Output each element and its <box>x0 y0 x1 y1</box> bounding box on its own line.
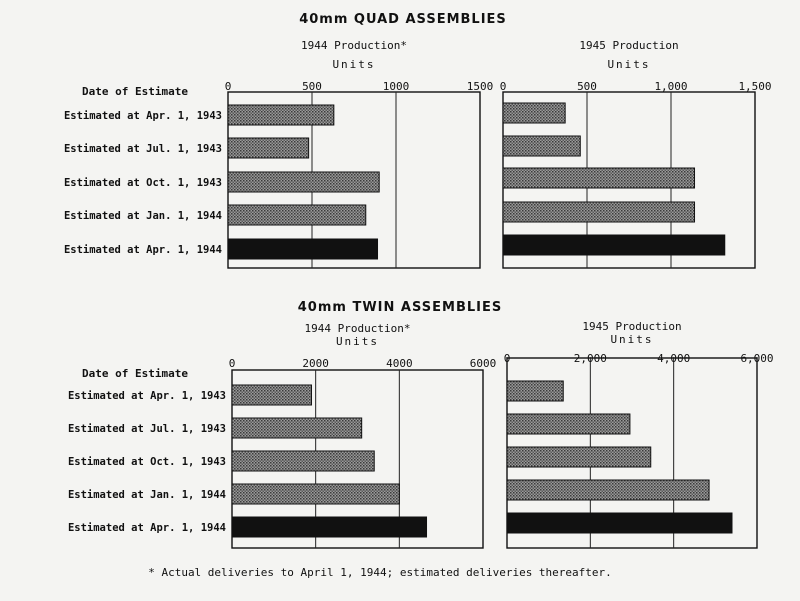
p0-tick-label-2: 1000 <box>382 80 410 93</box>
p2-x-axis-label: Units <box>335 335 380 348</box>
p2-bar-estimated-at-jul-1-1943 <box>232 418 362 438</box>
p1-bar-estimated-at-jul-1-1943 <box>503 136 580 156</box>
p3-tick-label-1: 2,000 <box>573 352 607 365</box>
twin-section-title: 40mm TWIN ASSEMBLIES <box>297 300 503 315</box>
p2-category-label-4: Estimated at Apr. 1, 1944 <box>67 522 226 534</box>
p2-bar-estimated-at-apr-1-1943 <box>232 385 311 405</box>
p0-category-label-4: Estimated at Apr. 1, 1944 <box>63 244 222 256</box>
p2-panel-title: 1944 Production* <box>304 322 411 335</box>
p0-panel-title: 1944 Production* <box>301 39 407 52</box>
p1-x-axis-label: Units <box>607 58 651 71</box>
p3-tick-label-3: 6,000 <box>740 352 774 365</box>
p0-tick-label-3: 1500 <box>466 80 494 93</box>
p0-x-axis-label: Units <box>332 58 376 71</box>
p2-tick-label-0: 0 <box>228 357 236 370</box>
p3-tick-label-0: 0 <box>503 352 511 365</box>
p1-bar-estimated-at-apr-1-1944 <box>503 235 725 255</box>
p0-category-label-2: Estimated at Oct. 1, 1943 <box>63 177 222 189</box>
p1-tick-label-1: 500 <box>577 80 597 93</box>
p1-bar-estimated-at-jan-1-1944 <box>503 202 695 222</box>
p0-bar-estimated-at-jan-1-1944 <box>228 205 366 225</box>
p2-category-label-1: Estimated at Jul. 1, 1943 <box>67 423 226 435</box>
p1-bar-estimated-at-oct-1-1943 <box>503 168 695 188</box>
quad-section-title: 40mm QUAD ASSEMBLIES <box>299 12 507 27</box>
p3-bar-estimated-at-jul-1-1943 <box>507 414 630 434</box>
p0-bar-estimated-at-oct-1-1943 <box>228 172 379 192</box>
p2-tick-label-2: 4000 <box>386 357 413 370</box>
p0-category-label-1: Estimated at Jul. 1, 1943 <box>63 143 222 155</box>
p3-bar-estimated-at-apr-1-1943 <box>507 381 563 401</box>
p0-category-label-0: Estimated at Apr. 1, 1943 <box>63 110 222 122</box>
p0-bar-estimated-at-apr-1-1944 <box>228 239 378 259</box>
p0-tick-label-0: 0 <box>224 80 232 93</box>
p0-category-label-3: Estimated at Jan. 1, 1944 <box>63 210 222 222</box>
p1-panel-title: 1945 Production <box>579 39 679 52</box>
p3-tick-label-2: 4,000 <box>657 352 691 365</box>
p2-bar-estimated-at-jan-1-1944 <box>232 484 399 504</box>
p0-bar-estimated-at-apr-1-1943 <box>228 105 334 125</box>
p3-bar-estimated-at-oct-1-1943 <box>507 447 651 467</box>
p1-tick-label-3: 1,500 <box>738 80 772 93</box>
p1-tick-label-0: 0 <box>499 80 507 93</box>
twin-1944-panel <box>68 322 496 548</box>
p1-tick-label-2: 1,000 <box>654 80 688 93</box>
p2-bar-estimated-at-oct-1-1943 <box>232 451 374 471</box>
footnote: * Actual deliveries to April 1, 1944; estimated deliveries thereafter. <box>148 566 612 579</box>
p2-tick-label-1: 2000 <box>302 357 329 370</box>
p2-category-label-0: Estimated at Apr. 1, 1943 <box>67 390 226 402</box>
p2-row-header: Date of Estimate <box>82 367 188 380</box>
p0-tick-label-1: 500 <box>302 80 322 93</box>
p0-row-header: Date of Estimate <box>82 85 188 98</box>
p3-bar-estimated-at-jan-1-1944 <box>507 480 709 500</box>
p2-category-label-3: Estimated at Jan. 1, 1944 <box>67 489 226 501</box>
twin-1945-panel <box>504 320 774 548</box>
p3-x-axis-label: Units <box>610 333 654 346</box>
quad-1944-panel <box>64 39 493 268</box>
quad-1945-panel <box>500 39 772 268</box>
p2-category-label-2: Estimated at Oct. 1, 1943 <box>67 456 226 468</box>
p1-bar-estimated-at-apr-1-1943 <box>503 103 565 123</box>
p2-tick-label-3: 6000 <box>469 357 497 370</box>
p0-bar-estimated-at-jul-1-1943 <box>228 138 309 158</box>
p3-bar-estimated-at-apr-1-1944 <box>507 513 732 533</box>
p3-panel-title: 1945 Production <box>582 320 682 333</box>
p2-bar-estimated-at-apr-1-1944 <box>232 517 427 537</box>
